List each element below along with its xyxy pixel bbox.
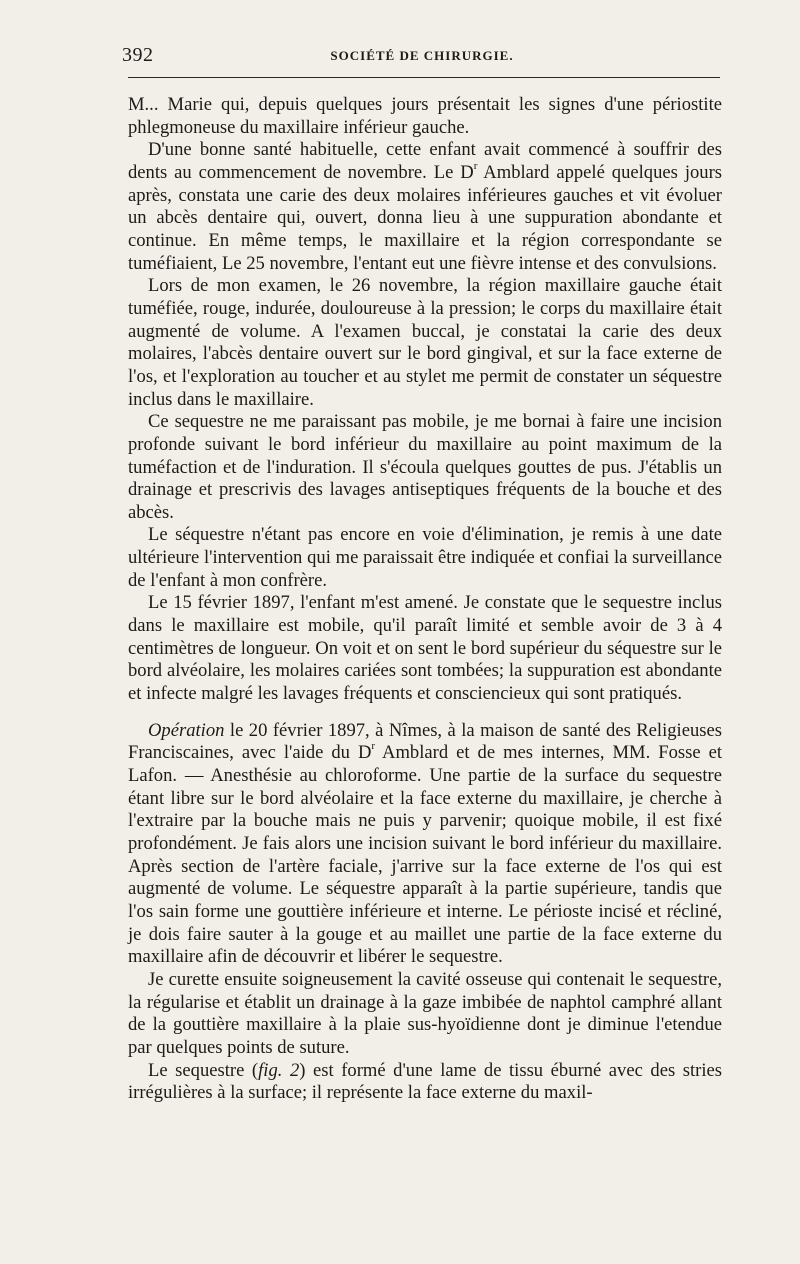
operation-heading: Opération xyxy=(148,719,225,741)
paragraph-2-part-a: D'une bonne santé habituelle, cette enfant avait commencé à souffrir des dents au commencement de novembre. Le D xyxy=(128,139,722,183)
body-text xyxy=(128,94,722,1105)
paragraph-9 xyxy=(128,1060,722,1105)
paragraph-3: Lors de mon examen, le 26 novembre, la région maxillaire gauche était tuméfiée, rouge, indurée, douloureuse à la pression; le corps du maxillaire était augmenté de volume. A l'examen buccal, je constatai la carie des deux molaires, l'abcès dentaire ouvert sur le bord gingival, et sur la face externe de l'os, et l'exploration au toucher et au stylet me permit de constater un séquestre inclus dans le maxillaire. xyxy=(128,275,722,410)
paragraph-2 xyxy=(128,139,722,275)
superscript-r: r xyxy=(473,159,478,172)
running-title: SOCIÉTÉ DE CHIRURGIE. xyxy=(330,48,514,63)
figure-reference: fig. 2 xyxy=(258,1059,300,1081)
page-number: 392 xyxy=(122,44,154,66)
paragraph-7-part-b: Amblard et de mes internes, MM. Fosse et Lafon. — Anesthésie au chloroforme. Une partie de la surface du sequestre étant libre sur le bord alvéolaire et la face externe du maxillaire, je cherche à l'extraire par la bouche mais ne puis y parvenir; quoique mobile, il est fixé profondément. Je fais alors une incision suivant le bord inférieur du maxillaire. Après section de l'artère faciale, j'arrive sur la face externe de l'os qui est augmenté de volume. Le séquestre apparaît à la partie supérieure, tandis que l'os sain forme une gouttière inférieure et interne. Le périoste incisé et récliné, je dois faire sauter à la gouge et au maillet une partie de la face externe du maxillaire afin de découvrir et libérer le sequestre. xyxy=(128,742,723,968)
paragraph-5: Le séquestre n'étant pas encore en voie d'élimination, je remis à une date ultérieure l'intervention qui me paraissait être indiquée et confiai la surveillance de l'enfant à mon confrère. xyxy=(128,524,722,591)
paragraph-4: Ce sequestre ne me paraissant pas mobile, je me bornai à faire une incision profonde suivant le bord inférieur du maxillaire au point maximum de la tuméfaction et de l'induration. Il s'écoula quelques gouttes de pus. J'établis un drainage et prescrivis des lavages antiseptiques fréquents de la bouche et des abcès. xyxy=(128,411,722,523)
paragraph-9-part-a: Le sequestre ( xyxy=(148,1059,259,1081)
paragraph-9-part-b: ) est formé d'une lame de tissu éburné avec des stries irrégulières à la surface; il représente la face externe du maxil- xyxy=(128,1059,723,1104)
paragraph-1: M... Marie qui, depuis quelques jours présentait les signes d'une périostite phlegmoneuse du maxillaire inférieur gauche. xyxy=(128,94,722,138)
superscript-r: r xyxy=(371,740,376,753)
paragraph-7-part-a: le 20 février 1897, à Nîmes, à la maison de santé des Religieuses Franciscaines, avec l'aide du D xyxy=(128,719,722,764)
paragraph-7-operation xyxy=(128,720,722,969)
paragraph-2-part-b: Amblard appelé quelques jours après, constata une carie des deux molaires inférieures gauches et vit évoluer un abcès dentaire qui, ouvert, donna lieu à une suppuration abondante et continue. En même temps, le maxillaire et la région correspondante se tuméfiaient, Le 25 novembre, l'entant eut une fièvre intense et des convulsions. xyxy=(128,161,723,274)
header-rule xyxy=(128,77,720,78)
page-header xyxy=(122,44,722,70)
paragraph-6: Le 15 février 1897, l'enfant m'est amené. Je constate que le sequestre inclus dans le maxillaire est mobile, qu'il paraît limité et semble avoir de 3 à 4 centimètres de longueur. On voit et on sent le bord supérieur du séquestre sur le bord alvéolaire, les molaires cariées sont tombées; la suppuration est abondante et infecte malgré les lavages fréquents et consciencieux qui sont pratiqués. xyxy=(128,592,722,705)
paragraph-8: Je curette ensuite soigneusement la cavité osseuse qui contenait le sequestre, la régularise et établit un drainage à la gaze imbibée de naphtol camphré allant de la gouttière maxillaire à la plaie sus-hyoïdienne dont je diminue l'etendue par quelques points de suture. xyxy=(128,968,722,1058)
